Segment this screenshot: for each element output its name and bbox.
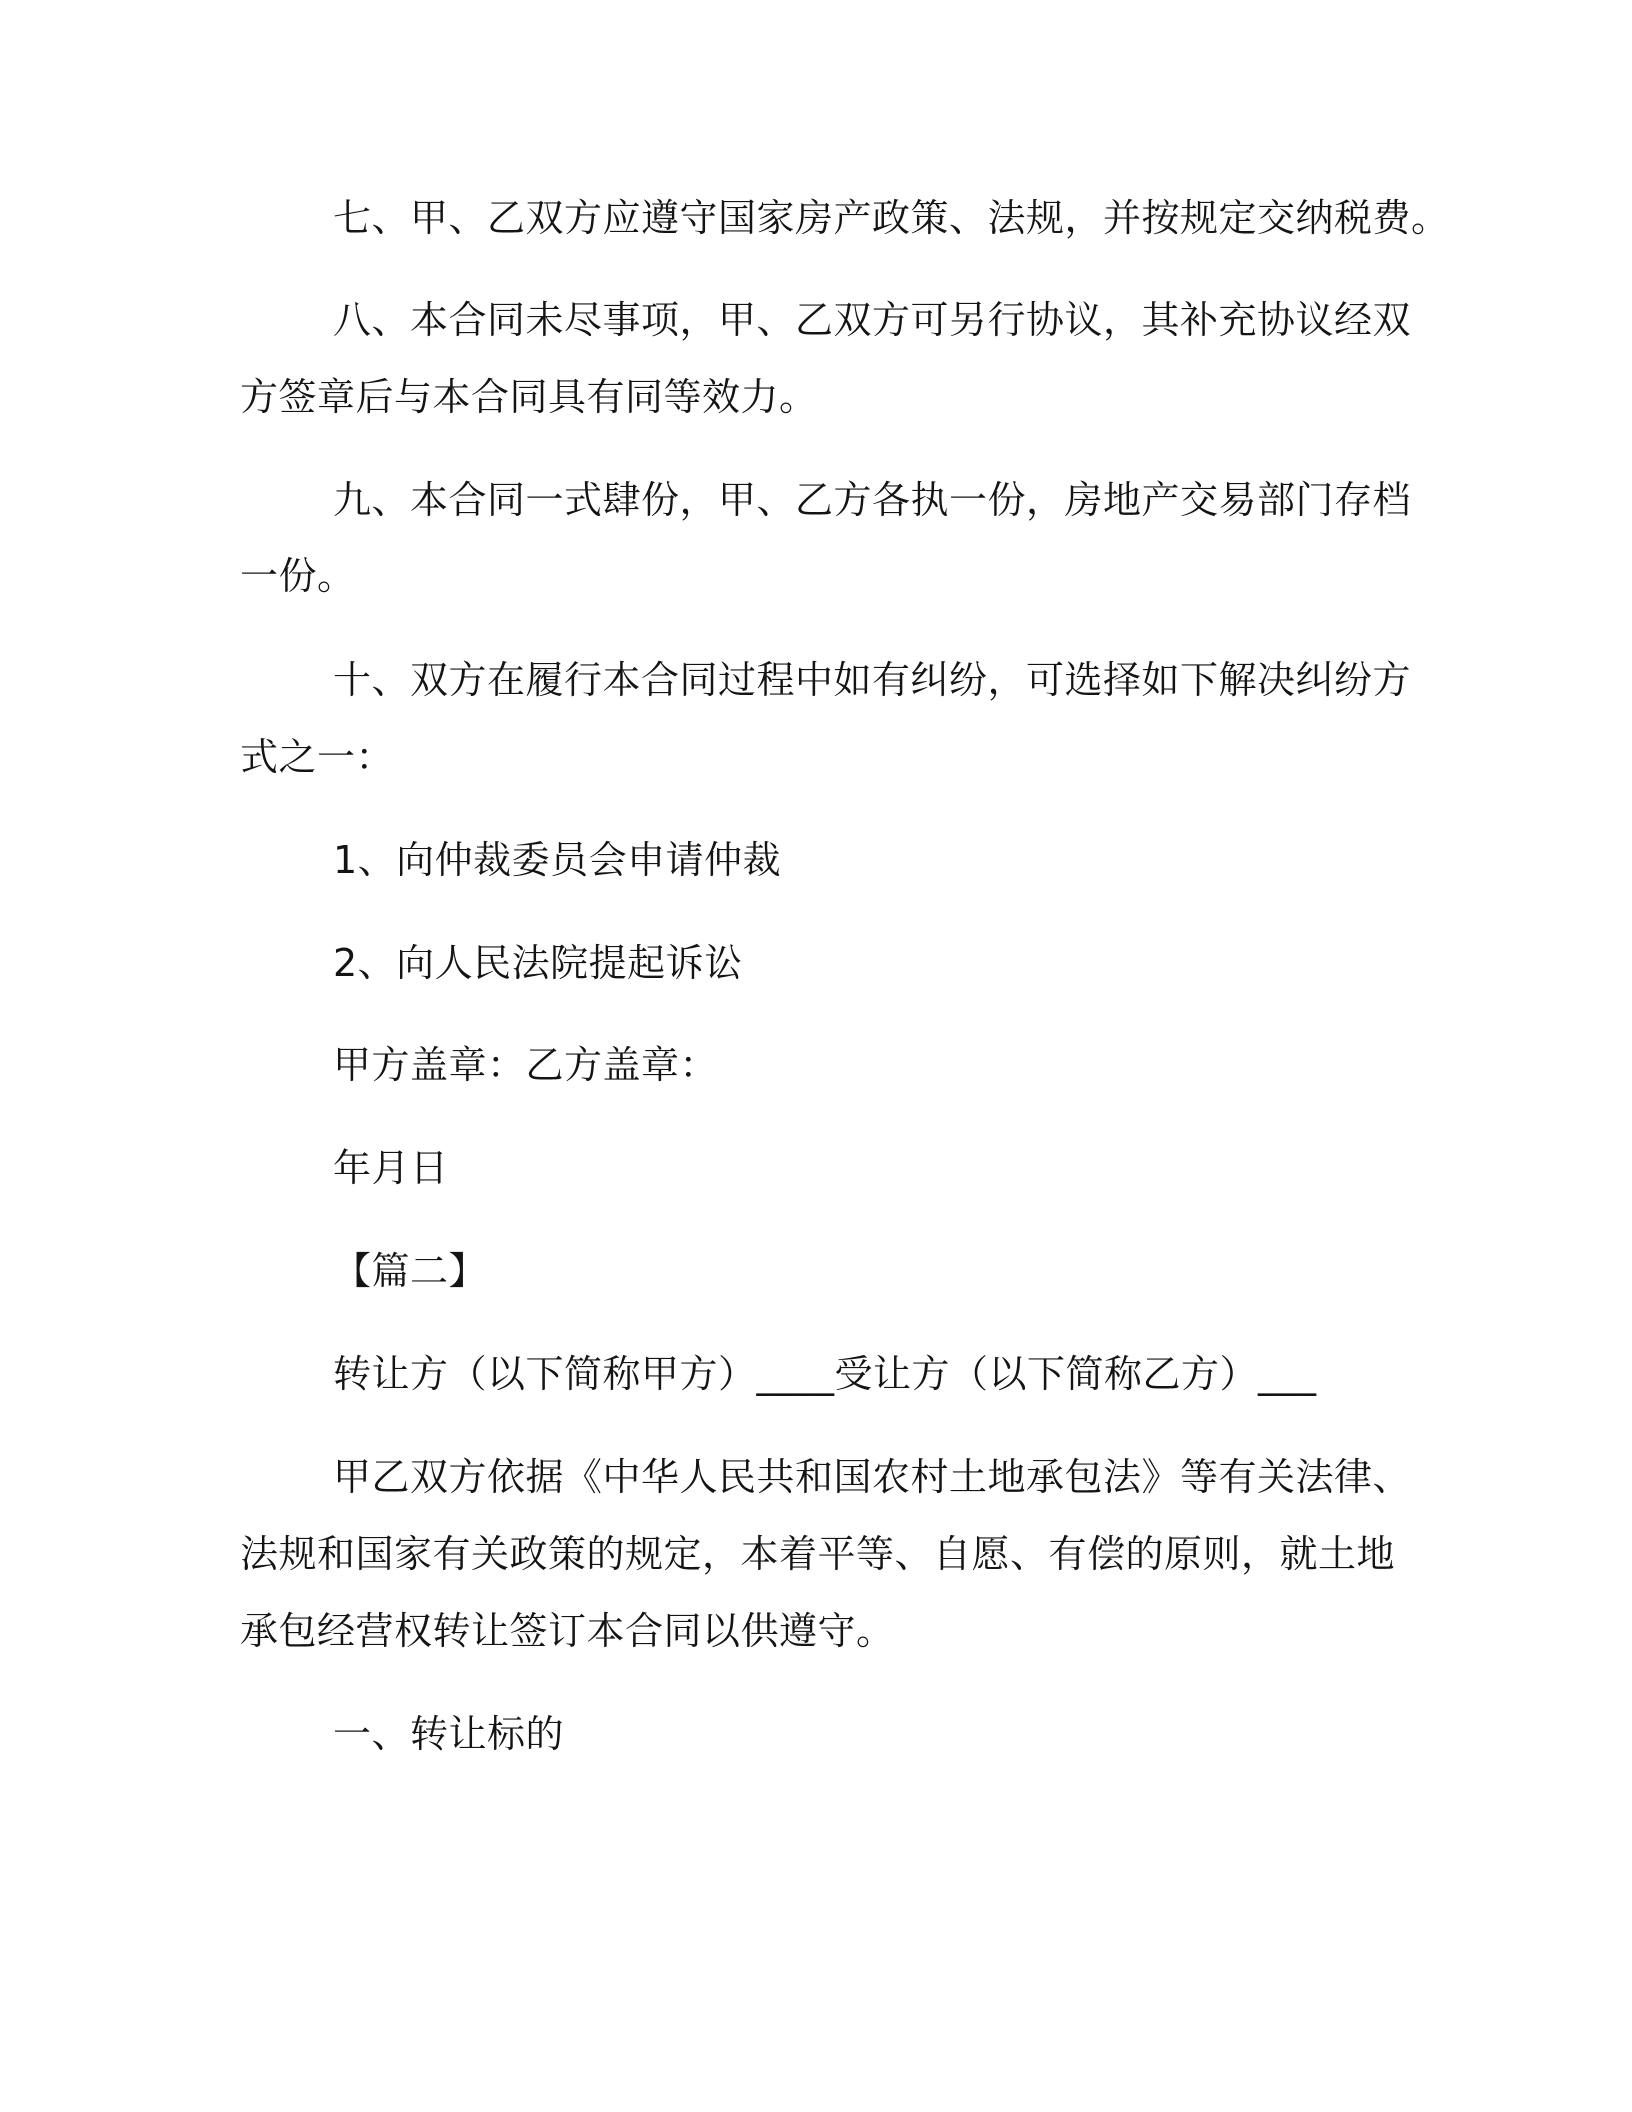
clause-7: 七、甲、乙双方应遵守国家房产政策、法规，并按规定交纳税费。	[333, 196, 1450, 240]
clause-8-line-1: 八、本合同未尽事项，甲、乙双方可另行协议，其补充协议经双	[333, 298, 1412, 342]
clause-1-heading: 一、转让标的	[333, 1712, 565, 1756]
dispute-option-2: 2、向人民法院提起诉讼	[333, 941, 743, 985]
seal-line: 甲方盖章：乙方盖章：	[333, 1043, 719, 1087]
clause-9-line-2: 一份。	[240, 554, 356, 598]
clause-9-line-1: 九、本合同一式肆份，甲、乙方各执一份，房地产交易部门存档	[333, 478, 1412, 522]
date-line: 年月日	[333, 1146, 449, 1190]
dispute-option-1: 1、向仲裁委员会申请仲裁	[333, 838, 782, 882]
preamble-line-3: 承包经营权转让签订本合同以供遵守。	[240, 1609, 895, 1653]
section-2-heading: 【篇二】	[333, 1249, 488, 1293]
parties-line: 转让方（以下简称甲方）____受让方（以下简称乙方）___	[333, 1352, 1317, 1396]
clause-8-line-2: 方签章后与本合同具有同等效力。	[240, 375, 818, 419]
clause-10-line-1: 十、双方在履行本合同过程中如有纠纷，可选择如下解决纠纷方	[333, 658, 1412, 702]
clause-10-line-2: 式之一：	[240, 735, 395, 779]
preamble-line-2: 法规和国家有关政策的规定，本着平等、自愿、有偿的原则，就土地	[240, 1532, 1396, 1576]
preamble-line-1: 甲乙双方依据《中华人民共和国农村土地承包法》等有关法律、	[333, 1455, 1412, 1499]
